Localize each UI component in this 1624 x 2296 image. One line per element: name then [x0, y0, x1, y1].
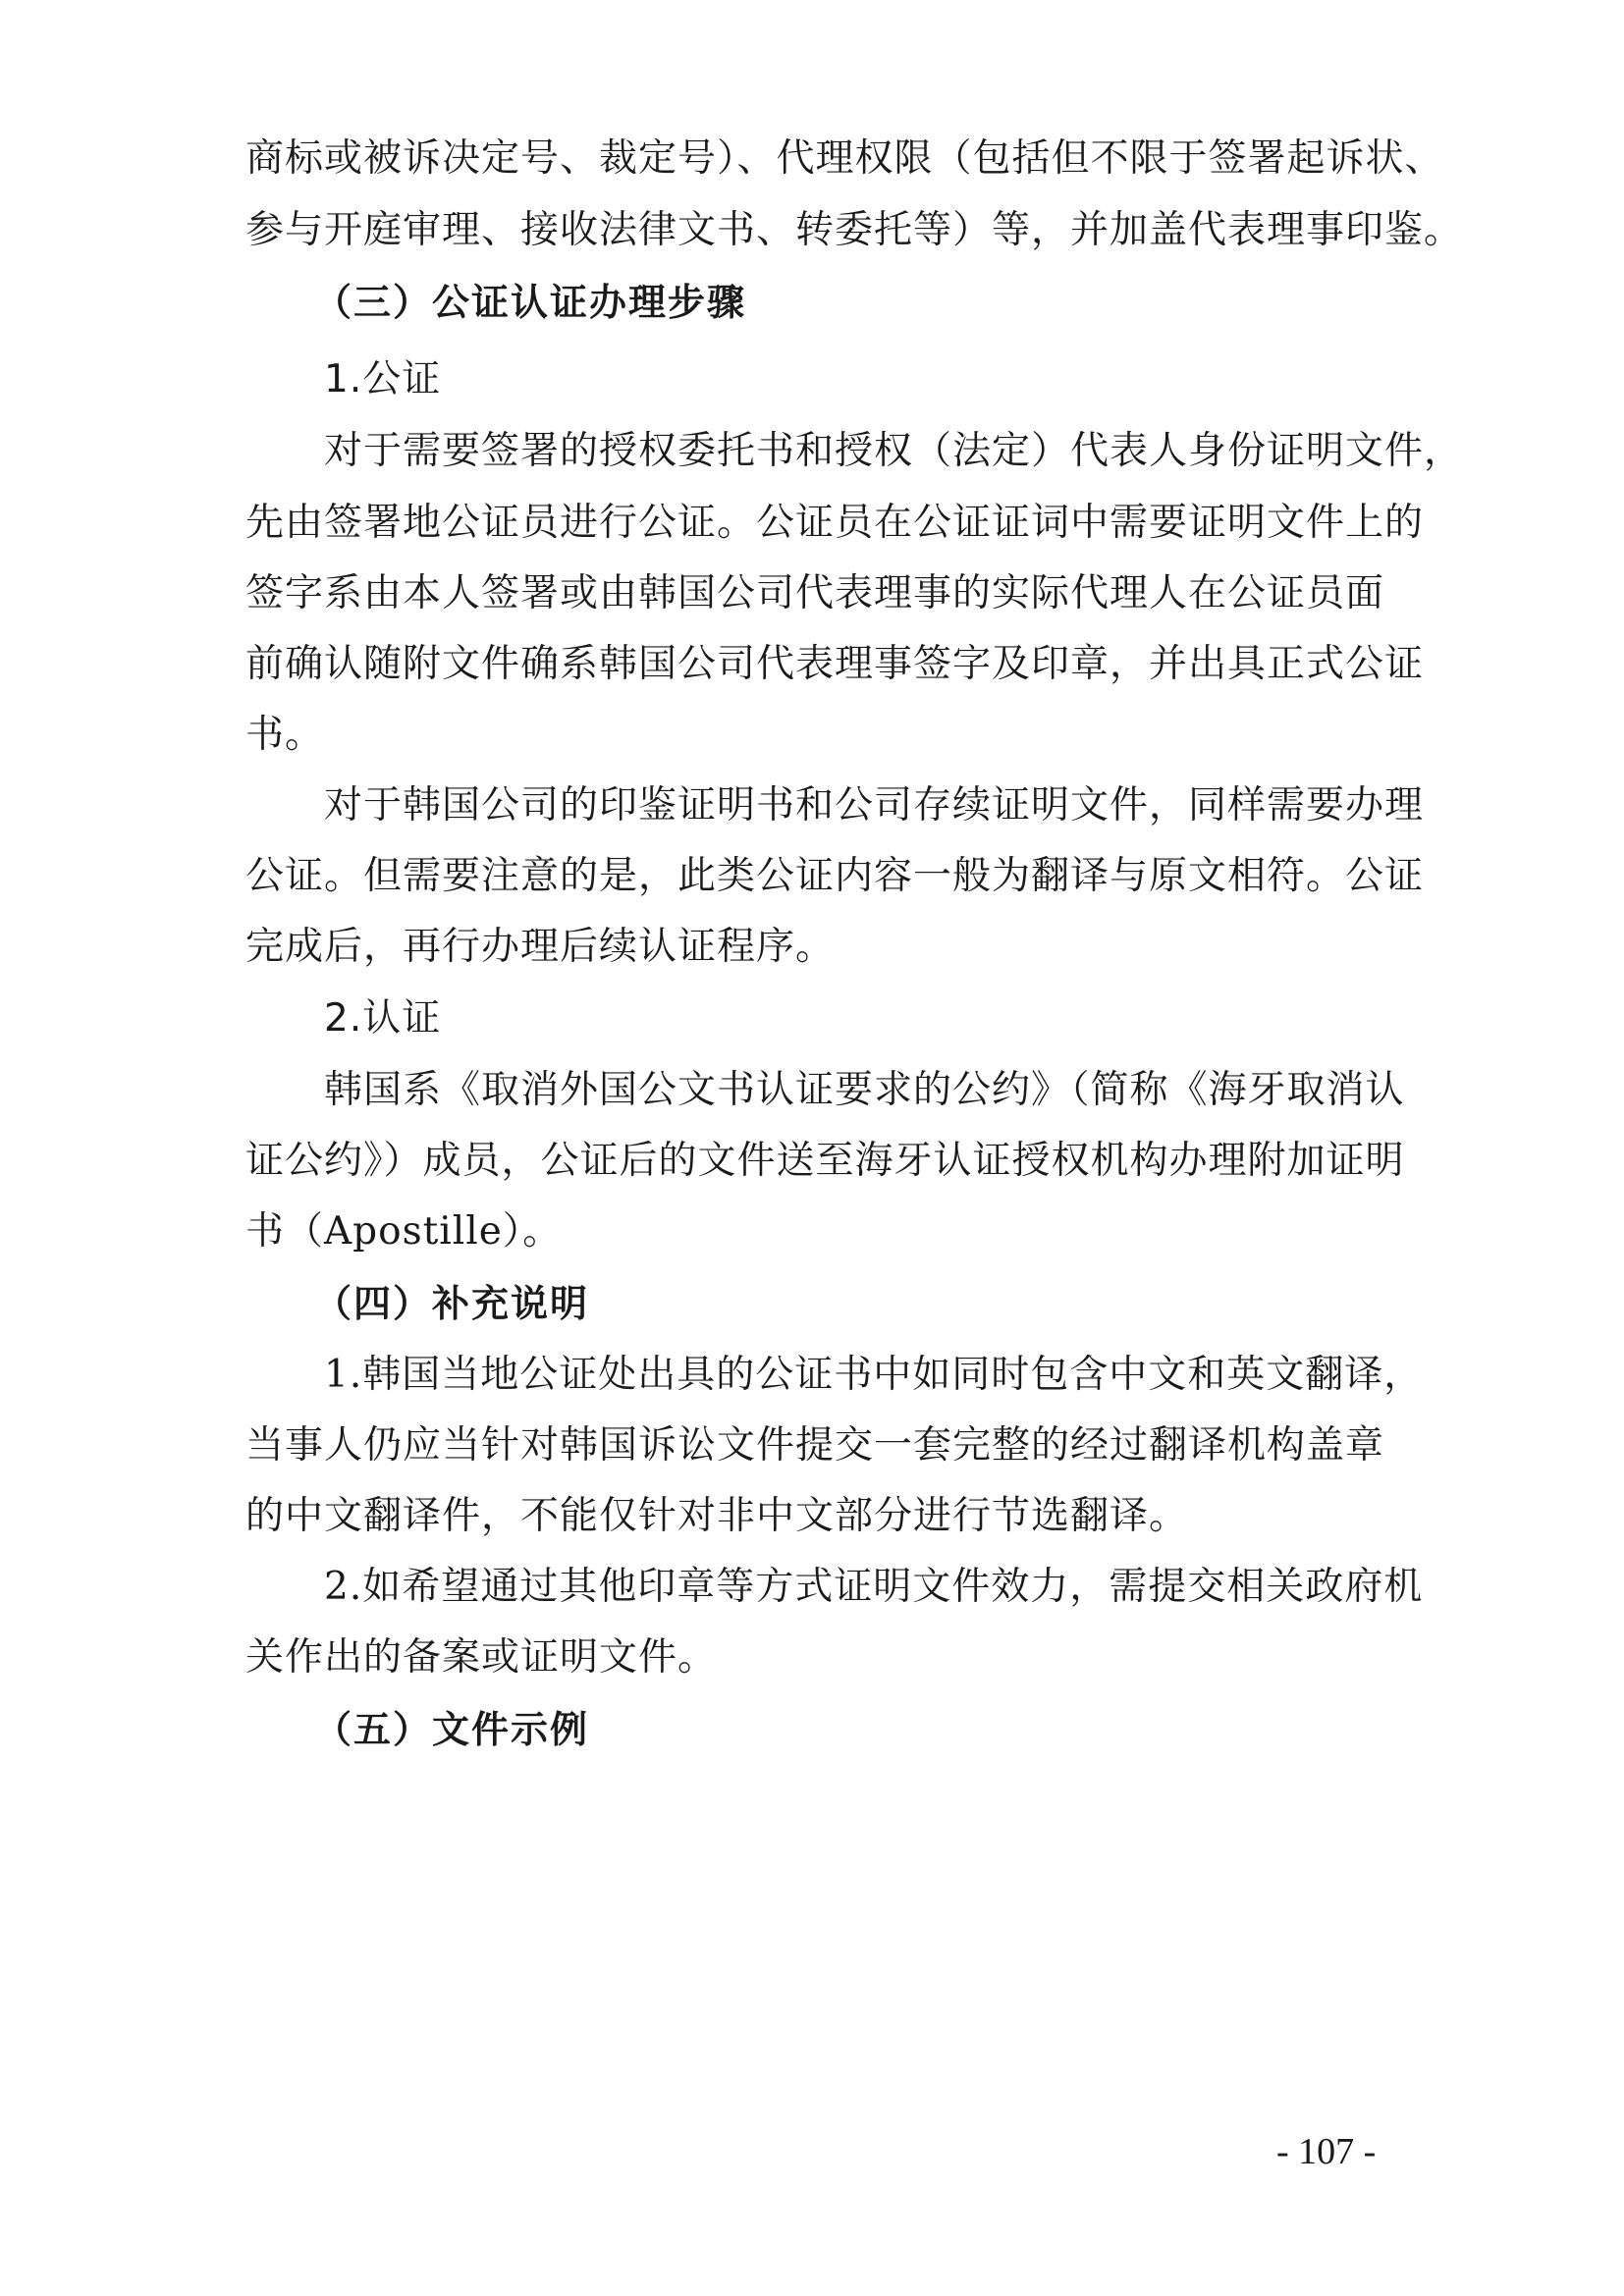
intro-line-2: 参与开庭审理、接收法律文书、转委托等）等，并加盖代表理事印鉴。 [245, 208, 1464, 252]
paragraph-line: 公证。但需要注意的是，此类公证内容一般为翻译与原文相符。公证 [245, 854, 1425, 898]
list-item-line: 当事人仍应当针对韩国诉讼文件提交一套完整的经过翻译机构盖章 [245, 1423, 1385, 1468]
paragraph-line: 先由签署地公证员进行公证。公证员在公证证词中需要证明文件上的 [245, 501, 1425, 545]
list-item-line: 2.如希望通过其他印章等方式证明文件效力，需提交相关政府机 [324, 1565, 1424, 1609]
list-item-line: 的中文翻译件，不能仅针对非中文部分进行节选翻译。 [245, 1494, 1189, 1538]
list-item-line: 1.韩国当地公证处出具的公证书中如同时包含中文和英文翻译， [324, 1353, 1424, 1397]
section-4-heading: （四）补充说明 [314, 1282, 590, 1325]
subsection-1-heading: 1.公证 [324, 357, 442, 401]
paragraph-line: 对于需要签署的授权委托书和授权（法定）代表人身份证明文件， [324, 429, 1464, 473]
paragraph-line: 书（Apostille）。 [245, 1209, 563, 1254]
list-item-line: 关作出的备案或证明文件。 [245, 1635, 718, 1680]
paragraph-line: 对于韩国公司的印鉴证明书和公司存续证明文件，同样需要办理 [324, 783, 1425, 828]
page-number: - 107 - [1276, 2131, 1377, 2172]
paragraph-line: 书。 [245, 713, 325, 757]
section-5-heading: （五）文件示例 [314, 1708, 590, 1751]
paragraph-line: 完成后，再行办理后续认证程序。 [245, 925, 836, 969]
section-3-heading: （三）公证认证办理步骤 [314, 281, 747, 324]
intro-line-1: 商标或被诉决定号、裁定号）、代理权限（包括但不限于签署起诉状、 [245, 136, 1444, 181]
paragraph-line: 签字系由本人签署或由韩国公司代表理事的实际代理人在公证员面 [245, 571, 1385, 615]
paragraph-line: 前确认随附文件确系韩国公司代表理事签字及印章，并出具正式公证 [245, 642, 1425, 686]
paragraph-line: 韩国系《取消外国公文书认证要求的公约》（简称《海牙取消认 [324, 1068, 1405, 1112]
paragraph-line: 证公约》）成员，公证后的文件送至海牙认证授权机构办理附加证明 [245, 1139, 1405, 1183]
subsection-2-heading: 2.认证 [324, 996, 442, 1041]
